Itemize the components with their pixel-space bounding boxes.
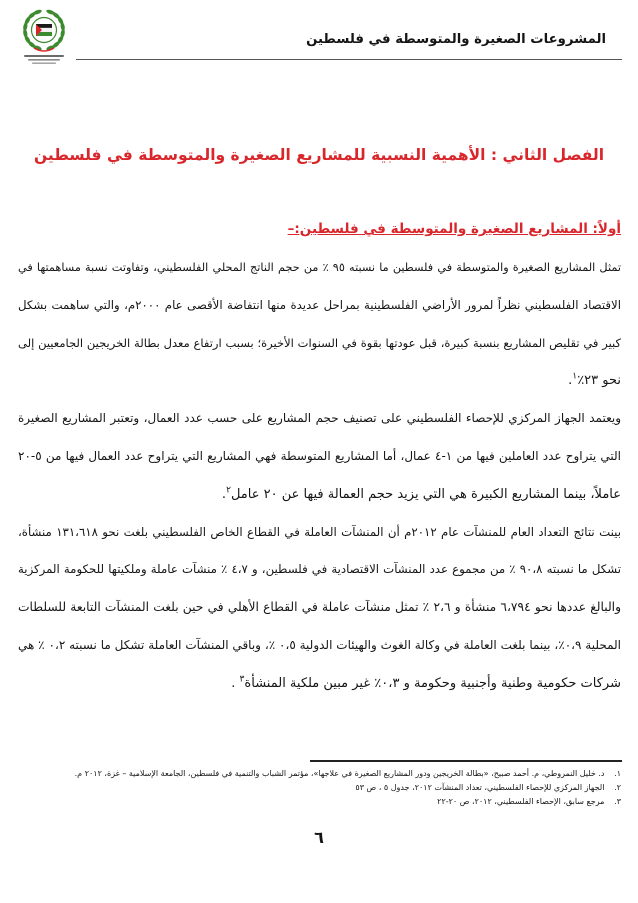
footnote-item (18, 795, 621, 809)
footnote-text: الجهاز المركزي للإحصاء الفلسطيني، تعداد المنشآت ٢٠١٢، جدول ٥ ، ص ٥٣ (355, 783, 605, 792)
body-line: كبير في تقليص المشاريع بنسبة كبيرة، قبل عودتها بقوة في السنوات الأخيرة؛ بسبب ارتفاع معدل بطالة الخريجين الجامعيين إلى (18, 335, 621, 350)
body-line-end: . (568, 373, 573, 389)
running-header-title: المشروعات الصغيرة والمتوسطة في فلسطين (306, 32, 606, 47)
footnote-item (18, 781, 621, 795)
footnote-text: د. خليل النمروطي، م. أحمد صبيح، «بطالة الخريجين ودور المشاريع الصغيرة في علاجها»، مؤتمر الشباب والتنمية في فلسطين، الجامعة الإسلامية – غزة، ٢٠١٢ م. (74, 769, 605, 778)
emblem-caption-mark (28, 59, 60, 61)
footnote-number: ٢. (614, 783, 621, 792)
footnote-ref[interactable]: ٢ (226, 485, 231, 496)
body-line-text: نحو ٢٣٪ (577, 373, 621, 389)
section-heading: أولاً: المشاريع الصغيرة والمتوسطة في فلسطين:– (287, 221, 621, 237)
body-line: تشكل ما نسبته ٩٠،٨ ٪ من مجموع عدد المنشآت الاقتصادية في فلسطين، و ٤،٧ ٪ منشآت عاملة وملكيتها للحكومة المركزية (18, 562, 621, 577)
body-line-end: . (231, 675, 240, 691)
body-line: والبالغ عددها نحو ٦،٧٩٤ منشأة و ٢،٦ ٪ تمثل منشآت عاملة في القطاع الأهلي في حين بلغت المنشآت التابعة للسلطات (18, 600, 621, 615)
body-text (18, 249, 621, 703)
body-line-text: شركات حكومية وطنية وأجنبية وحكومة و ٠،٣٪ غير مبين ملكية المنشأة (244, 675, 621, 691)
footnote-number: ١. (614, 769, 621, 778)
body-line: الاقتصاد الفلسطيني نظراً لمرور الأراضي الفلسطينية بمراحل عديدة منها انتفاضة الأقصى عام ٢٠٠٠م، والتي ساهمت بشكل (18, 297, 621, 312)
footnote-divider (310, 760, 622, 762)
footnote-ref[interactable]: ١ (572, 372, 578, 383)
body-line: تمثل المشاريع الصغيرة والمتوسطة في فلسطين ما نسبته ٩٥ ٪ من حجم الناتج المحلي الفلسطيني، وتفاوتت نسبة مساهمتها في (18, 261, 621, 274)
emblem-caption-mark (24, 55, 64, 57)
chapter-title: الفصل الثاني : الأهمية النسبية للمشاريع الصغيرة والمتوسطة في فلسطين (33, 146, 605, 164)
body-line: المحلية ٠،٩٪، بينما بلغت العاملة في وكالة الغوث والهيئات الدولية ٠،٥ ٪، وباقي المنشآت العاملة تشكل ما نسبته ٠،٢ ٪ هي (18, 637, 621, 652)
page-number: ٦ (314, 828, 324, 847)
header-divider (76, 59, 622, 60)
footnote-ref[interactable]: ٣ (239, 674, 245, 685)
body-line-text: عاملاً، بينما المشاريع الكبيرة هي التي يزيد حجم العمالة فيها عن ٢٠ عامل (230, 486, 621, 502)
body-line (18, 362, 621, 400)
footnotes (18, 767, 621, 809)
footnote-number: ٣. (614, 797, 621, 806)
logo-emblem-icon (14, 4, 74, 70)
body-line (18, 476, 621, 514)
body-line: التي يتراوح عدد العاملين فيها من ١-٤ عمال، أما المشاريع المتوسطة فهي المشاريع التي يتراوح عدد العمال فيها من ٥-٢٠ (18, 448, 621, 463)
footnote-text: مرجع سابق، الإحصاء الفلسطيني، ٢٠١٢، ص ٢٠-٢٢ (437, 797, 605, 806)
body-line: بينت نتائج التعداد العام للمنشآت عام ٢٠١٢م أن المنشآت العاملة في القطاع الخاص الفلسطيني بلغت نحو ١٣١،٦١٨ منشأة، (18, 524, 621, 539)
body-line (18, 665, 621, 703)
footnote-item (18, 767, 621, 781)
body-line: ويعتمد الجهاز المركزي للإحصاء الفلسطيني على تصنيف حجم المشاريع على حسب عدد العمال، وتعتبر المشاريع الصغيرة (18, 411, 621, 426)
emblem-caption-mark (32, 63, 56, 64)
body-line-end: . (221, 486, 227, 502)
